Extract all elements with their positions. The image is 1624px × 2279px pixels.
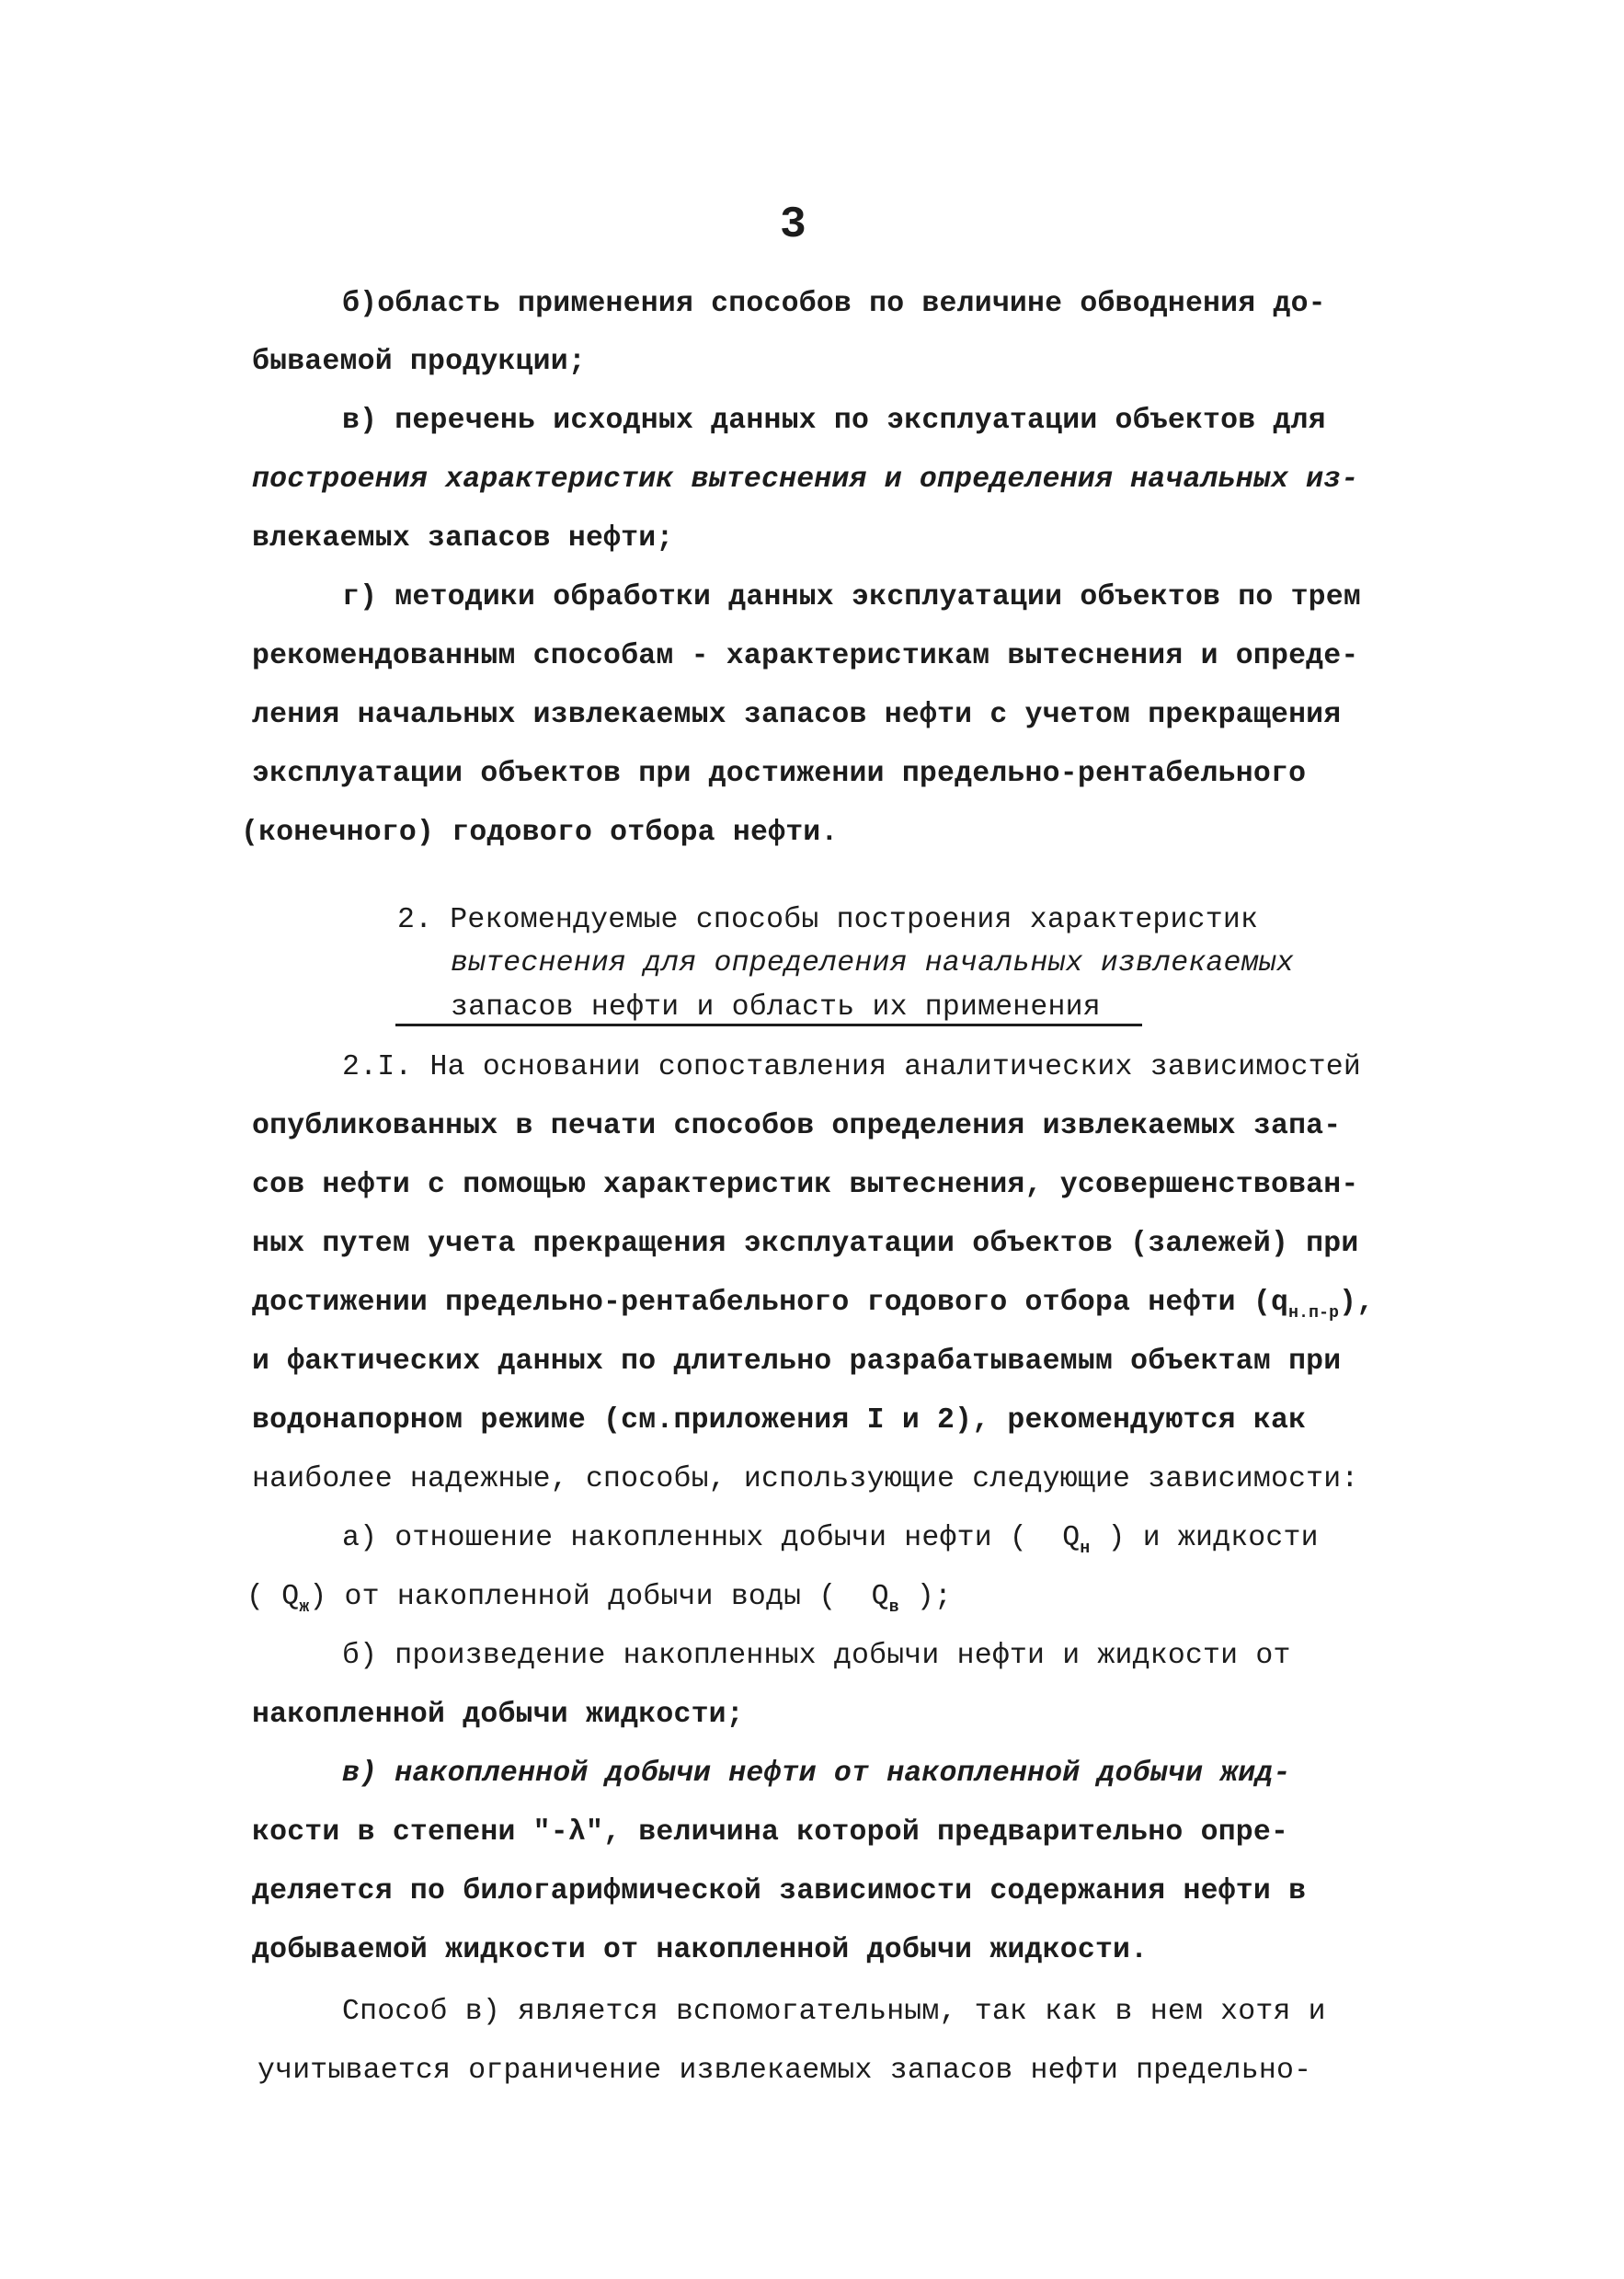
q-liquid-subscript: ж — [299, 1598, 310, 1617]
item-v-line-4: добываемой жидкости от накопленной добычи жидкости. — [252, 1934, 1149, 1966]
paragraph-g-line-2: рекомендованным способам - характеристикам вытеснения и опреде- — [252, 640, 1359, 672]
q-water-symbol: Q — [871, 1581, 889, 1613]
paragraph-2-1-line-4: ных путем учета прекращения эксплуатации объектов (залежей) при — [252, 1228, 1359, 1260]
paragraph-2-1-line-5-text: достижении предельно-рентабельного годового отбора нефти ( — [252, 1287, 1271, 1319]
paragraph-g-line-5: (конечного) годового отбора нефти. — [241, 817, 839, 849]
paragraph-2-1-line-8: наиболее надежные, способы, использующие следующие зависимости: — [252, 1463, 1359, 1495]
item-v-line-2 — [252, 1818, 1288, 1848]
closing-line-1: Способ в) является вспомогательным, так как в нем хотя и — [342, 1996, 1326, 2028]
item-b-line-1: б) произведение накопленных добычи нефти и жидкости от — [342, 1640, 1291, 1672]
section-heading-line-2: вытеснения для определения начальных извлекаемых — [451, 947, 1294, 979]
q-oil-symbol: Q — [1062, 1522, 1081, 1554]
q-np-subscript: н.п-р — [1288, 1304, 1340, 1323]
closing-line-2: учитывается ограничение извлекаемых запасов нефти предельно- — [257, 2055, 1312, 2087]
item-a-line-2-text: ) от накопленной добычи воды ( — [309, 1581, 837, 1613]
q-oil-subscript: н — [1080, 1540, 1091, 1558]
paragraph-v-line-3: влекаемых запасов нефти; — [252, 522, 674, 555]
q-liquid-symbol: Q — [281, 1581, 300, 1613]
item-b-line-2: накопленной добычи жидкости; — [252, 1699, 744, 1731]
q-np-symbol: q — [1270, 1287, 1289, 1319]
item-a-line-1-text: а) отношение накопленных добычи нефти ( — [342, 1522, 1028, 1554]
section-heading-line-1: 2. Рекомендуемые способы построения характеристик — [397, 904, 1259, 936]
paragraph-2-1-line-1: 2.I. На основании сопоставления аналитических зависимостей — [342, 1051, 1361, 1083]
section-heading-line-3: запасов нефти и область их применения — [451, 991, 1101, 1024]
paragraph-2-1-line-2: опубликованных в печати способов определения извлекаемых запа- — [252, 1110, 1342, 1142]
item-a-line-2 — [246, 1583, 952, 1616]
lambda-symbol: -λ — [550, 1816, 586, 1849]
paragraph-v-line-2: построения характеристик вытеснения и определения начальных из- — [252, 464, 1359, 496]
paragraph-b-line-2: бываемой продукции; — [252, 346, 586, 378]
paragraph-2-1-line-5 — [252, 1288, 1374, 1322]
item-a-line-2-end: ); — [916, 1581, 953, 1613]
paragraph-g-line-3: ления начальных извлекаемых запасов нефти с учетом прекращения — [252, 699, 1342, 731]
item-v-line-1: в) накопленной добычи нефти от накопленной добычи жид- — [342, 1758, 1291, 1790]
paragraph-2-1-line-7: водонапорном режиме (см.приложения I и 2), рекомендуются как — [252, 1404, 1307, 1437]
paragraph-2-1-line-5-end: ), — [1339, 1287, 1375, 1319]
item-a-line-1-end: ) и жидкости — [1107, 1522, 1319, 1554]
paragraph-b-line-1: б)область применения способов по величине обводнения до- — [342, 288, 1326, 320]
paragraph-v-line-1: в) перечень исходных данных по эксплуатации объектов для — [342, 405, 1326, 437]
paragraph-2-1-line-3: сов нефти с помощью характеристик вытеснения, усовершенствован- — [252, 1169, 1359, 1201]
item-v-line-2-end: ", величина которой предварительно опре- — [585, 1816, 1289, 1849]
paragraph-g-line-1: г) методики обработки данных эксплуатации объектов по трем — [342, 581, 1361, 613]
item-v-line-3: деляется по билогарифмической зависимости содержания нефти в — [252, 1875, 1307, 1907]
item-v-line-2-text: кости в степени " — [252, 1816, 551, 1849]
page-number: 3 — [780, 200, 806, 250]
paragraph-2-1-line-6: и фактических данных по длительно разрабатываемым объектам при — [252, 1346, 1342, 1378]
section-heading-underline — [395, 1024, 1142, 1026]
item-a-line-2-open: ( — [246, 1581, 265, 1613]
item-a-line-1 — [342, 1524, 1319, 1557]
q-water-subscript: в — [888, 1598, 899, 1617]
paragraph-g-line-4: эксплуатации объектов при достижении предельно-рентабельного — [252, 758, 1307, 790]
